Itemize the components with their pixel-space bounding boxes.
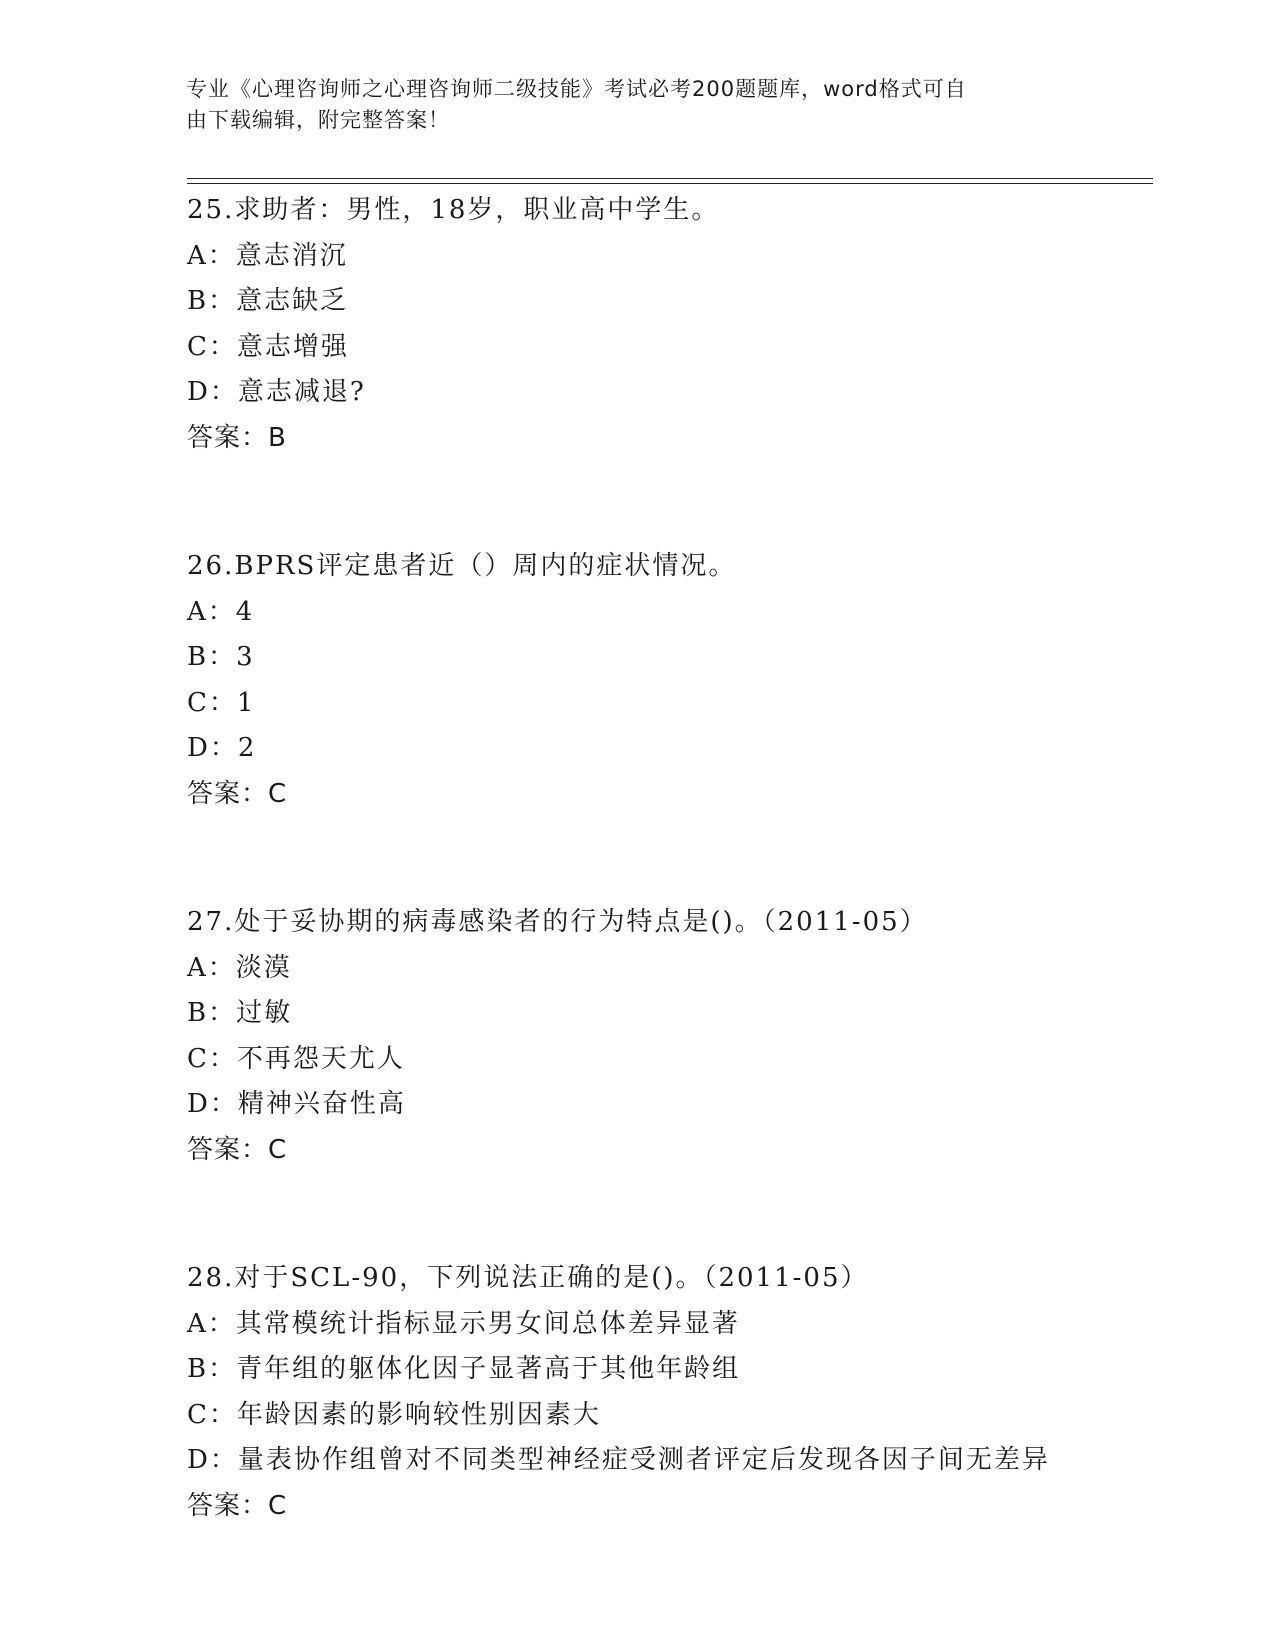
answer-line: 答案：B (187, 422, 287, 453)
header-title-line-1: 专业《心理咨询师之心理咨询师二级技能》考试必考200题题库，word格式可自 (186, 77, 967, 101)
question-stem: 26.BPRS评定患者近（）周内的症状情况。 (187, 551, 737, 581)
option-a: A：意志消沉 (187, 240, 348, 271)
option-a: A：4 (187, 596, 255, 627)
answer-line: 答案：C (187, 778, 288, 809)
question-list (187, 188, 1153, 1529)
option-c: C：意志增强 (187, 331, 349, 362)
option-d: D：量表协作组曾对不同类型神经症受测者评定后发现各因子间无差异 (187, 1445, 1050, 1475)
option-b: B：过敏 (187, 998, 293, 1028)
question-item (187, 1256, 1153, 1529)
question-stem: 25.求助者：男性，18岁，职业高中学生。 (187, 195, 720, 225)
option-c: C：1 (187, 687, 256, 718)
option-a: A：淡漠 (187, 952, 292, 983)
option-b: B：青年组的躯体化因子显著高于其他年龄组 (187, 1354, 741, 1384)
option-b: B：意志缺乏 (187, 286, 349, 316)
option-d: D：2 (187, 733, 257, 763)
header-divider-bottom (187, 183, 1153, 184)
question-item (187, 544, 1153, 817)
answer-line: 答案：C (187, 1490, 288, 1521)
document-header (186, 74, 1086, 136)
option-c: C：年龄因素的影响较性别因素大 (187, 1399, 601, 1430)
header-title-line-2: 由下载编辑，附完整答案！ (186, 108, 450, 132)
question-stem: 28.对于SCL-90，下列说法正确的是()。（2011-05） (187, 1263, 869, 1293)
header-divider-top (187, 178, 1153, 179)
option-d: D：精神兴奋性高 (187, 1089, 406, 1119)
answer-line: 答案：C (187, 1134, 288, 1165)
question-item (187, 188, 1153, 461)
question-item (187, 900, 1153, 1173)
option-d: D：意志减退? (187, 377, 366, 407)
option-c: C：不再怨天尤人 (187, 1043, 405, 1074)
option-b: B：3 (187, 642, 255, 672)
option-a: A：其常模统计指标显示男女间总体差异显著 (187, 1308, 740, 1339)
question-stem: 27.处于妥协期的病毒感染者的行为特点是()。（2011-05） (187, 907, 928, 937)
